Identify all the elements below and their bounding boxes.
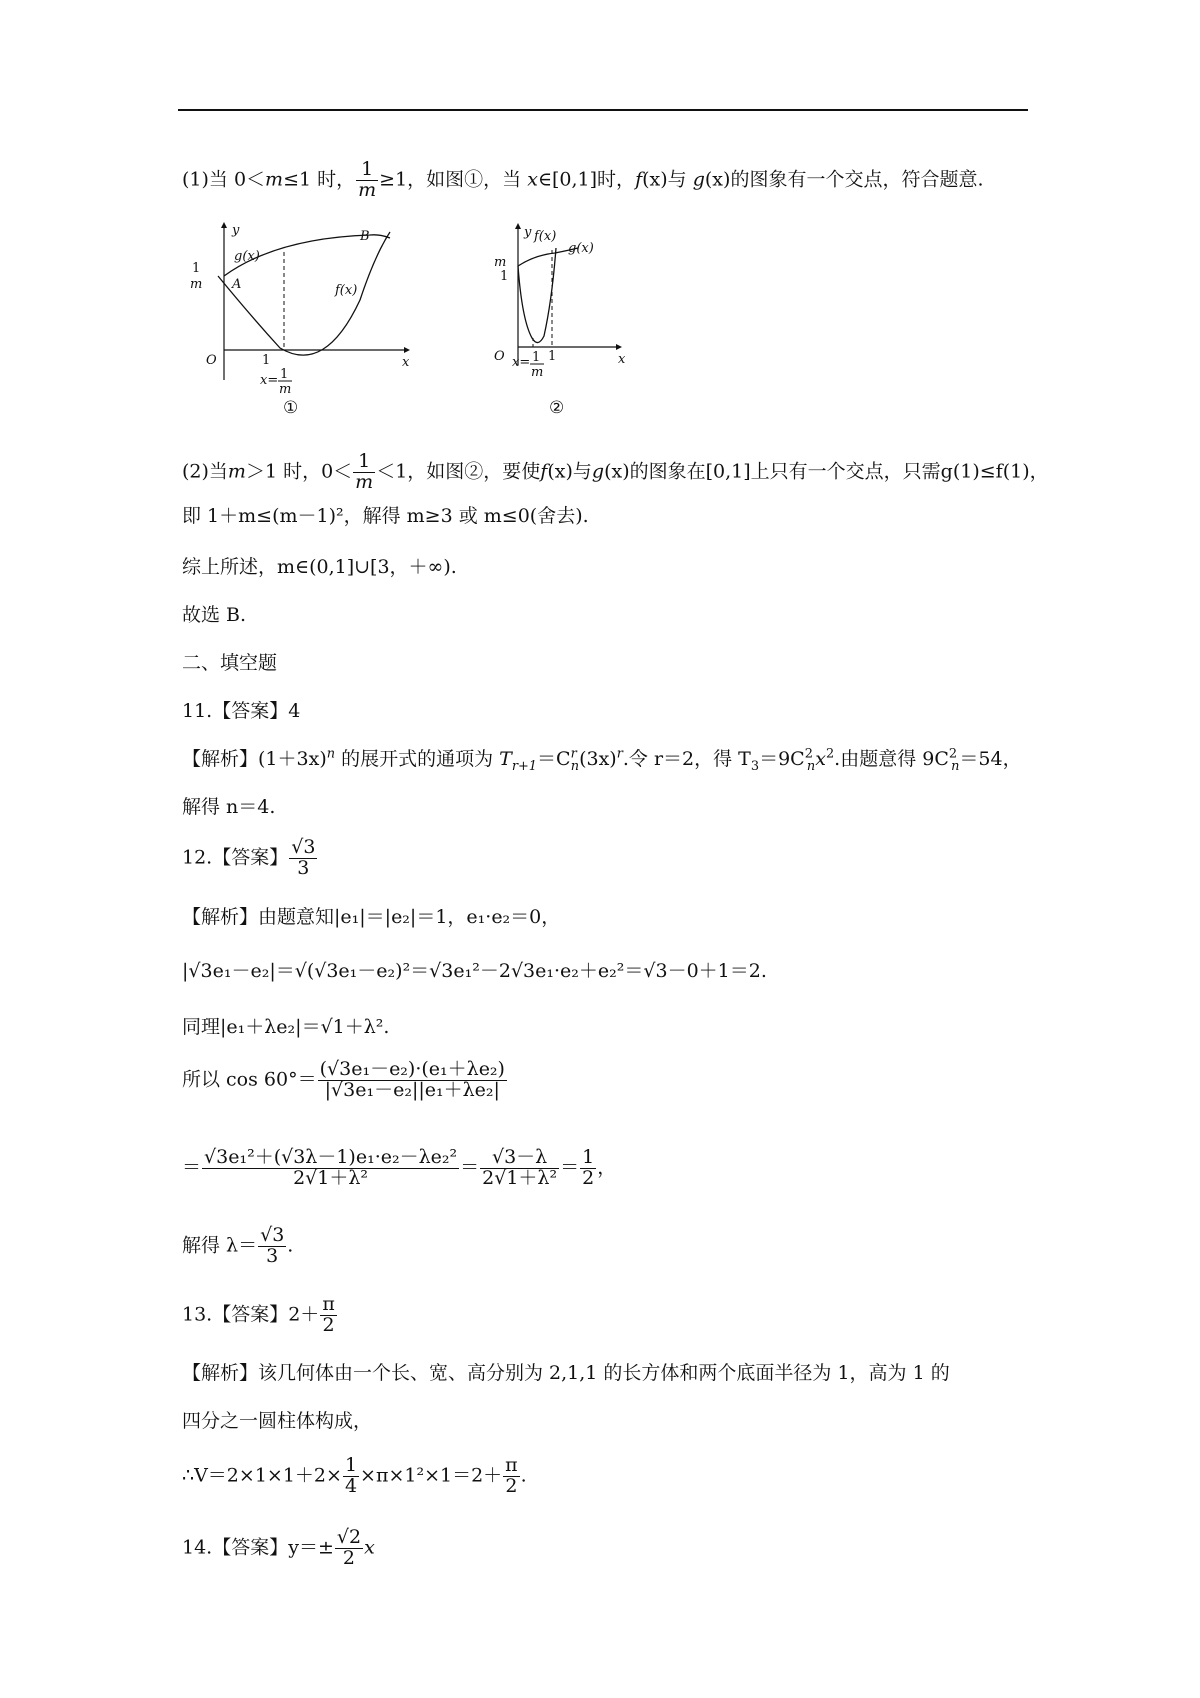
figure-2-caption: ②	[549, 398, 565, 418]
q13-line2: 四分之一圆柱体构成，	[182, 1410, 373, 1432]
svg-text:m: m	[279, 382, 292, 397]
q11-analysis: 【解析】$(1+3x)^n$ 的展开式的通项为 $T_{r+1}=C^r_n(3x)^r$.令 r＝2，得 $T_3=9C^2_nx^2$.由题意得 $9C^2_n=54$，	[182, 746, 1022, 774]
svg-text:B: B	[360, 229, 370, 244]
q13-volume: ∴V＝2×1×1＋2× $\frac{1}{4}$ ×π×1²×1＝2＋ $\frac{\pi}{2}$ .	[182, 1454, 527, 1497]
svg-text:m: m	[531, 365, 544, 380]
figure-1	[190, 220, 420, 420]
svg-text:f(x): f(x)	[335, 283, 358, 298]
part2-line4: 故选 B.	[182, 604, 247, 626]
part2-line1: (2)当m＞1 时，0＜ $\frac{1}{m}$ ＜1，如图②，要使f(x)与g(x)的图象在[0,1]上只有一个交点，只需g(1)≤f(1)，	[182, 450, 1049, 493]
q11-answer: 11.【答案】4	[182, 700, 301, 722]
q11-solve: 解得 n＝4.	[182, 796, 276, 818]
q12-cos: 所以 cos 60°＝ $\frac{\text{(√3e₁－e₂)·(e₁＋λe₂)}}{\text{|√3e₁－e₂||e₁＋λe₂|}}$	[182, 1058, 505, 1101]
svg-text:A: A	[232, 277, 242, 292]
q12-line1: 【解析】由题意知|e₁|＝|e₂|＝1，e₁·e₂＝0，	[182, 906, 561, 928]
figure-1-caption: ①	[283, 398, 299, 418]
q13-line1: 【解析】该几何体由一个长、宽、高分别为 2,1,1 的长方体和两个底面半径为 1，高为 1 的	[182, 1362, 950, 1384]
q12-line3: 同理|e₁＋λe₂|＝√1＋λ².	[182, 1016, 390, 1038]
q12-solve: 解得 λ＝ $\frac{√3}{3}$ .	[182, 1224, 294, 1267]
q12-equation: ＝ $\frac{\text{√3e₁²＋(√3λ－1)e₁·e₂－λe₂²}}{\text{2√1＋λ²}}$ ＝ $\frac{√3-\lambda}{\text{2√1＋λ²}}$ ＝ $\frac{1}{2}$ ，	[182, 1146, 617, 1189]
q13-answer: 13.【答案】2＋ $\frac{\pi}{2}$	[182, 1293, 335, 1336]
svg-text:1: 1	[500, 269, 509, 284]
fraction-1-over-m: $\frac{1}{m}$	[358, 158, 377, 201]
section-heading: 二、填空题	[182, 652, 278, 674]
q12-line2: |√3e₁－e₂|＝√(√3e₁－e₂)²＝√3e₁²－2√3e₁·e₂＋e₂²＝√3－0＋1＝2.	[182, 960, 767, 982]
svg-text:f(x): f(x)	[534, 229, 557, 244]
part1-line: (1)当 0＜m≤1 时， $\frac{1}{m}$ ≥1，如图①，当 x∈[0,1]时，f(x)与 g(x)的图象有一个交点，符合题意.	[182, 158, 984, 201]
svg-text:m: m	[190, 277, 203, 292]
svg-text:y: y	[524, 225, 532, 240]
svg-text:1: 1	[280, 367, 289, 382]
svg-text:1: 1	[262, 353, 271, 368]
svg-text:g(x): g(x)	[234, 249, 260, 264]
part2-line3: 综上所述，m∈(0,1]∪[3，＋∞).	[182, 556, 457, 578]
svg-text:x: x	[618, 352, 626, 367]
q12-answer: 12.【答案】 $\frac{√3}{3}$	[182, 836, 316, 879]
svg-text:1: 1	[192, 261, 201, 276]
svg-text:O: O	[206, 353, 217, 368]
fraction-1-over-m-2: $\frac{1}{m}$	[355, 450, 374, 493]
header-rule	[178, 109, 1028, 111]
svg-text:1: 1	[532, 350, 541, 365]
svg-text:x=: x=	[512, 355, 531, 370]
svg-text:g(x): g(x)	[568, 241, 594, 256]
svg-text:O: O	[494, 349, 505, 364]
svg-text:x: x	[402, 355, 410, 370]
figure-2	[480, 220, 650, 380]
svg-text:y: y	[232, 223, 240, 238]
svg-text:1: 1	[548, 349, 557, 364]
svg-text:m: m	[494, 255, 507, 270]
part2-line2: 即 1＋m≤(m－1)²，解得 m≥3 或 m≤0(舍去).	[182, 505, 589, 527]
q14-answer: 14.【答案】y＝± $\frac{√2}{2}$ x	[182, 1526, 375, 1569]
svg-text:x=: x=	[260, 373, 279, 388]
